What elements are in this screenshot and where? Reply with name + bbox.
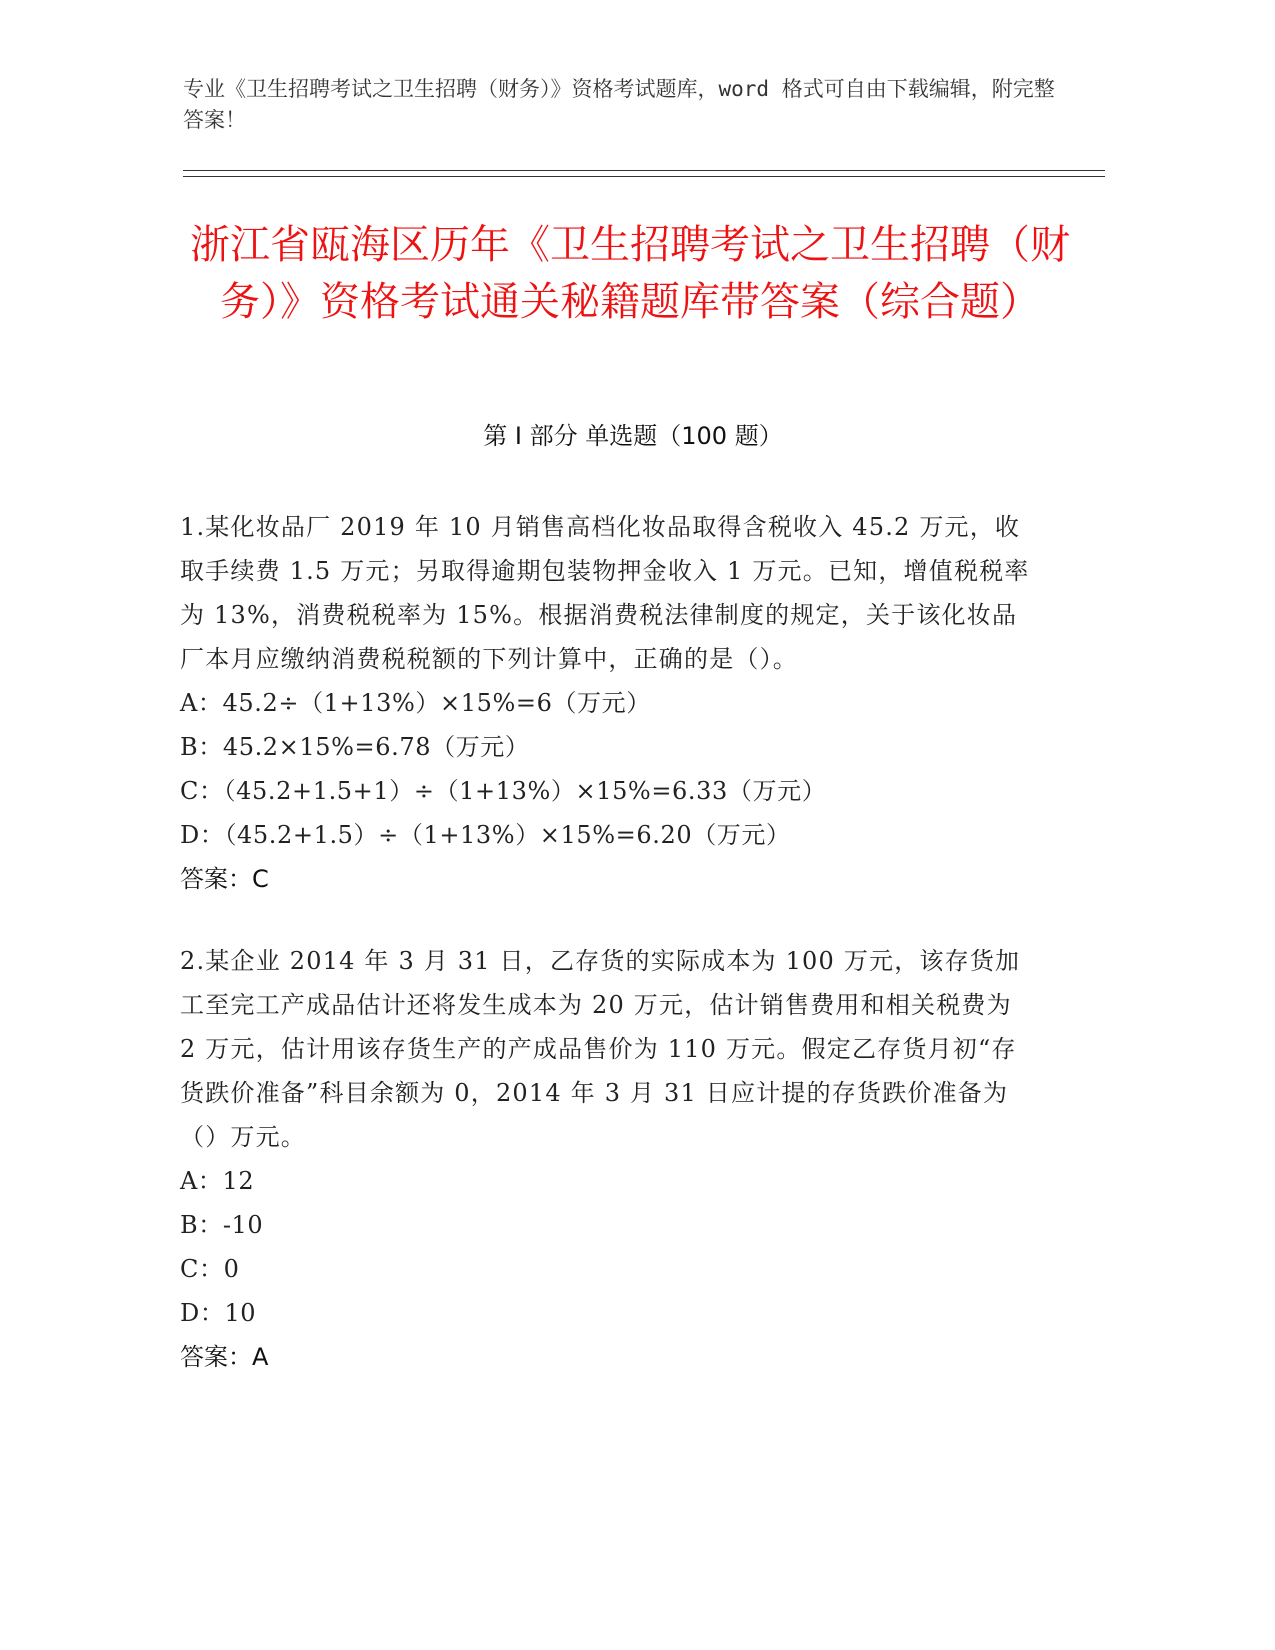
document-title: 浙江省瓯海区历年《卫生招聘考试之卫生招聘（财务）》资格考试通关秘籍题库带答案（综合题） (190, 222, 1070, 325)
option-c: C：（45.2+1.5+1）÷（1+13%）×15%=6.33（万元） (180, 777, 827, 805)
option-c: C：0 (180, 1255, 240, 1283)
header-rule-top (183, 170, 1105, 171)
question-2 (180, 939, 1030, 1379)
option-d: D：（45.2+1.5）÷（1+13%）×15%=6.20（万元） (180, 821, 791, 849)
question-stem: 2.某企业 2014 年 3 月 31 日，乙存货的实际成本为 100 万元，该存货加工至完工产成品估计还将发生成本为 20 万元，估计销售费用和相关税费为 2 万元，估计用该存货生产的产成品售价为 110 万元。假定乙存货月初“存货跌价准备”科目余额为 0，2014 年 3 月 31 日应计提的存货跌价准备为（）万元。 (180, 947, 1021, 1151)
option-b: B：-10 (180, 1211, 264, 1239)
header-note: 专业《卫生招聘考试之卫生招聘（财务）》资格考试题库，word 格式可自由下载编辑，附完整答案！ (183, 77, 1055, 132)
question-1 (180, 505, 1030, 901)
answer: 答案：C (180, 865, 269, 893)
section-heading: 第 I 部分 单选题（100 题） (483, 422, 783, 450)
option-b: B：45.2×15%=6.78（万元） (180, 733, 530, 761)
option-a: A：12 (180, 1167, 255, 1195)
answer: 答案：A (180, 1343, 269, 1371)
header-rule-bottom (183, 176, 1105, 177)
option-a: A：45.2÷（1+13%）×15%=6（万元） (180, 689, 651, 717)
option-d: D：10 (180, 1299, 257, 1327)
question-stem: 1.某化妆品厂 2019 年 10 月销售高档化妆品取得含税收入 45.2 万元，收取手续费 1.5 万元；另取得逾期包装物押金收入 1 万元。已知，增值税税率为 13%，消费税税率为 15%。根据消费税法律制度的规定，关于该化妆品厂本月应缴纳消费税税额的下列计算中，正确的是（）。 (180, 513, 1030, 673)
